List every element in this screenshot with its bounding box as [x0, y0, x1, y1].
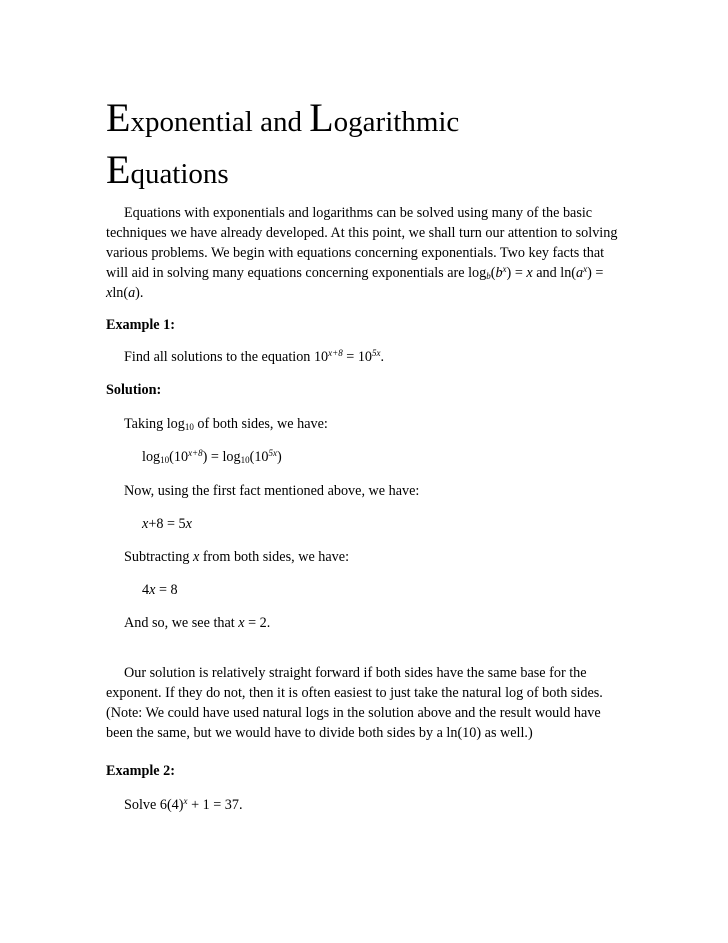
title-initial: E	[106, 147, 131, 192]
title-text: ogarithmic	[333, 106, 460, 138]
example-1-heading: Example 1:	[106, 317, 175, 333]
intro-paragraph: Equations with exponentials and logarithms can be solved using many of the basic techniques we have already developed. At this point, we shall turn our attention to solving various problems. We begin with equations concerning exponentials. Two key facts that will aid in solving many equations concerning exponentials are $\log_b(b^x) = x$ and $\ln(a^x) = xln(a)$.	[106, 205, 618, 301]
note-paragraph: Our solution is relatively straight forward if both sides have the same base for the exponent. If they do not, then it is often easiest to just take the natural log of both sides. (Note: We could have used natural logs in the solution above and the result would have been the same, but we would have to divide both sides by a ln(10) as well.)	[106, 665, 603, 741]
example-2-heading: Example 2:	[106, 763, 175, 779]
equation-3: 4x = 8	[142, 582, 178, 598]
solution-step-1: Taking $\log_{10}$ of both sides, we have:	[124, 416, 328, 432]
solution-step-2: Now, using the first fact mentioned above, we have:	[124, 483, 420, 499]
example-2-statement: Solve $6(4)^x + 1 = 37$.	[124, 796, 243, 813]
example-1-statement: Find all solutions to the equation $10^{x+8} = 10^{5x}$.	[124, 348, 385, 365]
solution-step-3: Subtracting x from both sides, we have:	[124, 549, 350, 565]
equation-2: x+8 = 5x	[142, 516, 192, 532]
equation-1: $\log_{10}(10^{x+8}) = \log_{10}(10^{5x})$	[142, 448, 282, 465]
page-title	[106, 94, 706, 198]
solution-conclusion: And so, we see that x = 2.	[124, 615, 271, 631]
title-initial: E	[106, 95, 131, 140]
solution-heading: Solution:	[106, 382, 162, 398]
title-text: quations	[130, 158, 229, 190]
title-text: xponential and	[130, 106, 310, 138]
title-initial: L	[309, 95, 334, 140]
